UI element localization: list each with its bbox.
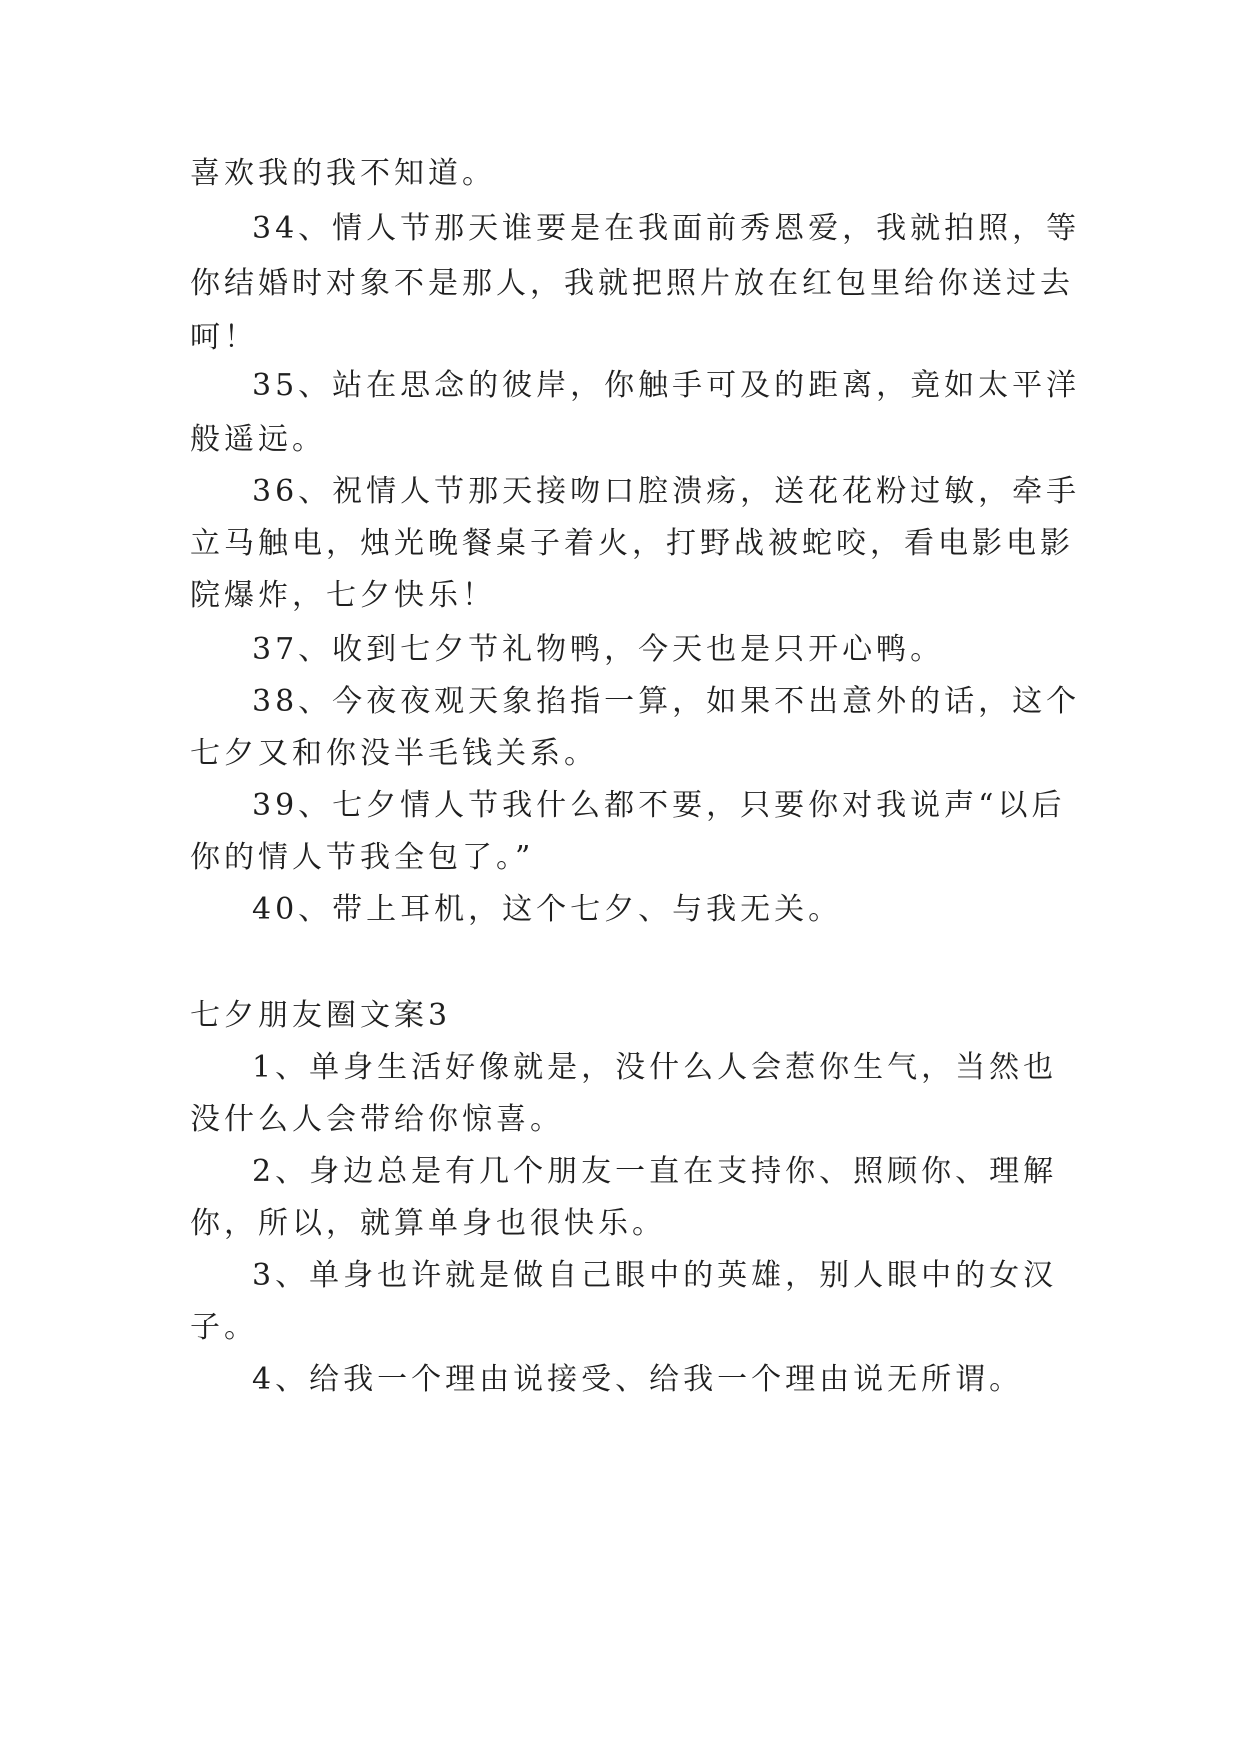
- item-36-line-2: 立马触电，烛光晚餐桌子着火，打野战被蛇咬，看电影电影: [190, 526, 1074, 561]
- item-39-line-2: 你的情人节我全包了。”: [190, 840, 535, 875]
- item-2-line-2: 你，所以，就算单身也很快乐。: [190, 1206, 666, 1241]
- item-38-line-2: 七夕又和你没半毛钱关系。: [190, 736, 598, 771]
- item-3-line-1: 3、单身也许就是做自己眼中的英雄，别人眼中的女汉: [252, 1258, 1058, 1293]
- item-34-line-1: 34、情人节那天谁要是在我面前秀恩爱，我就拍照，等: [252, 211, 1081, 246]
- item-35-line-2: 般遥远。: [190, 422, 326, 457]
- item-35-line-1: 35、站在思念的彼岸，你触手可及的距离，竟如太平洋: [252, 368, 1081, 403]
- item-36-line-1: 36、祝情人节那天接吻口腔溃疡，送花花粉过敏，牵手: [252, 474, 1081, 509]
- item-37-line-1: 37、收到七夕节礼物鸭，今天也是只开心鸭。: [252, 632, 945, 667]
- item-36-line-3: 院爆炸，七夕快乐！: [190, 578, 496, 613]
- item-39-line-1: 39、七夕情人节我什么都不要，只要你对我说声“以后: [252, 788, 1066, 823]
- section-heading: 七夕朋友圈文案3: [190, 998, 452, 1033]
- paragraph-line: 喜欢我的我不知道。: [190, 156, 496, 191]
- item-1-line-1: 1、单身生活好像就是，没什么人会惹你生气，当然也: [252, 1050, 1058, 1085]
- item-40-line-1: 40、带上耳机，这个七夕、与我无关。: [252, 892, 843, 927]
- item-4-line-1: 4、给我一个理由说接受、给我一个理由说无所谓。: [252, 1362, 1024, 1397]
- item-34-line-2: 你结婚时对象不是那人，我就把照片放在红包里给你送过去: [190, 266, 1074, 301]
- item-3-line-2: 子。: [190, 1310, 258, 1345]
- item-38-line-1: 38、今夜夜观天象掐指一算，如果不出意外的话，这个: [252, 684, 1081, 719]
- item-1-line-2: 没什么人会带给你惊喜。: [190, 1102, 564, 1137]
- item-34-line-3: 呵！: [190, 320, 258, 355]
- item-2-line-1: 2、身边总是有几个朋友一直在支持你、照顾你、理解: [252, 1154, 1058, 1189]
